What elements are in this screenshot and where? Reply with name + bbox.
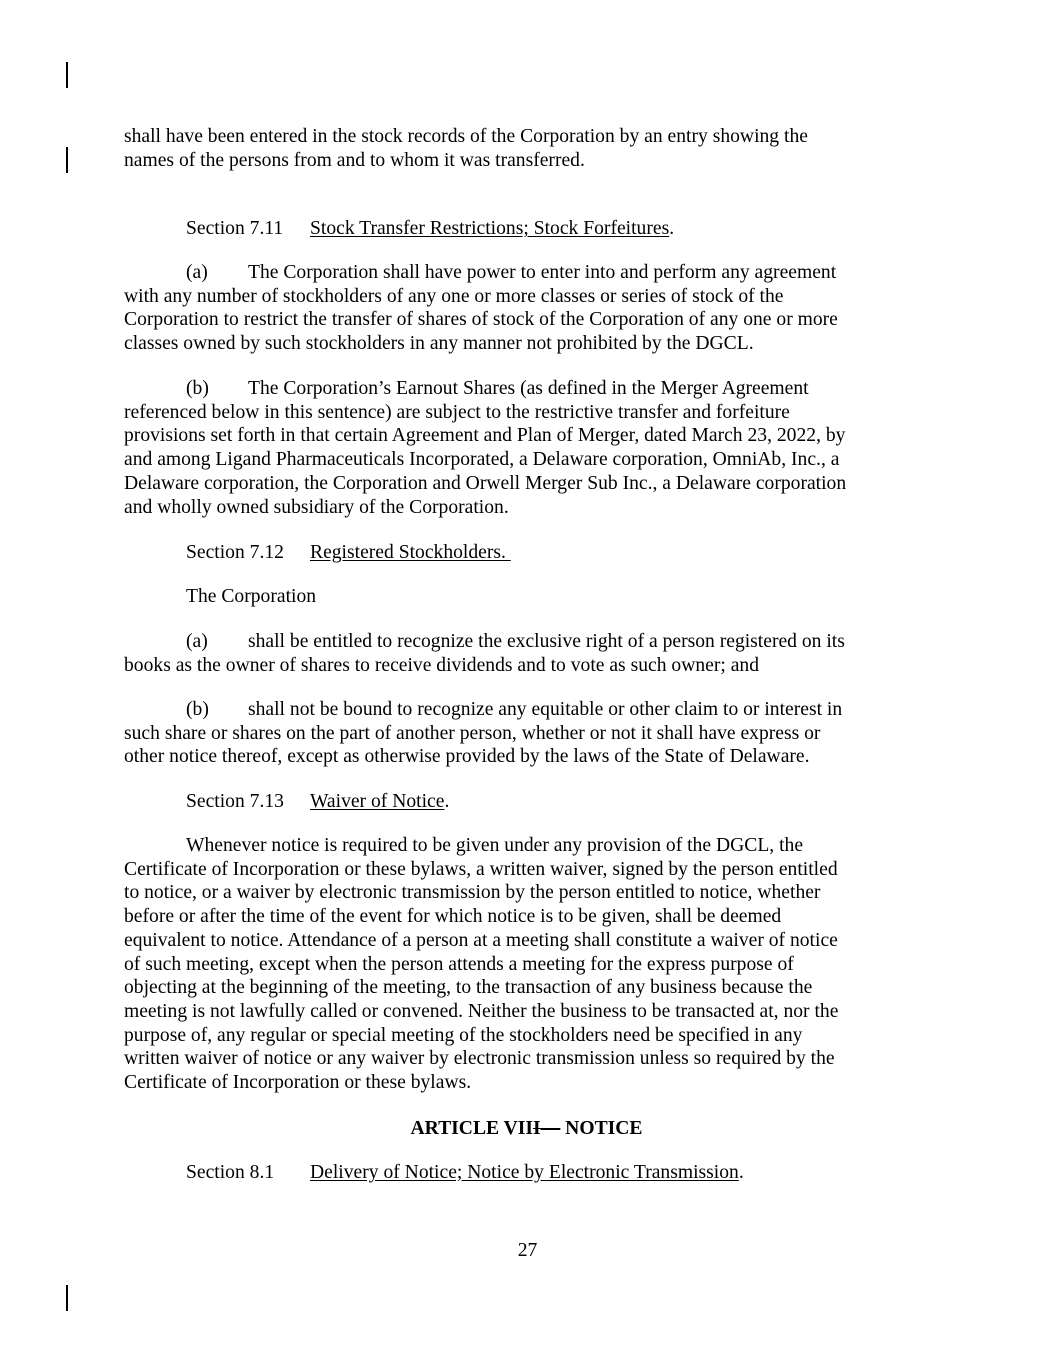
text-line: Certificate of Incorporation or these bylaws, a written waiver, signed by the person entitled (124, 858, 838, 880)
text-line: Corporation to restrict the transfer of shares of stock of the Corporation of any one or more (124, 309, 838, 331)
section-title: Stock Transfer Restrictions; Stock Forfeitures (310, 218, 670, 239)
text-line: shall have been entered in the stock records of the Corporation by an entry showing the (124, 126, 808, 147)
page-number: 27 (517, 1240, 538, 1261)
section-7-12-a: (a) shall be entitled to recognize the exclusive right of a person registered on its books as the owner of shares to receive dividends and to vote as such owner; and (124, 630, 929, 677)
text-line: and wholly owned subsidiary of the Corporation. (124, 496, 509, 518)
text-line: Delaware corporation, the Corporation and Orwell Merger Sub Inc., a Delaware corporation (124, 472, 847, 494)
section-title: Waiver of Notice (310, 791, 445, 812)
section-7-12-lead: The Corporation (186, 586, 317, 607)
section-title: Registered Stockholders. (310, 542, 511, 563)
text-line: objecting at the beginning of the meeting, to the transaction of any business because the (124, 977, 813, 999)
text-line: classes owned by such stockholders in any manner not prohibited by the DGCL. (124, 333, 754, 355)
section-7-12-b: (b) shall not be bound to recognize any equitable or other claim to or interest in such share or shares on the part of another person, whether or not it shall have express or other notice thereof, except as otherwise provided by the laws of the State of Delaware. (124, 698, 929, 769)
text-line: other notice thereof, except as otherwise provided by the laws of the State of Delaware. (124, 746, 810, 768)
change-bar (66, 1285, 68, 1311)
section-7-11-heading: Section 7.11 Stock Transfer Restrictions; Stock Forfeitures. (186, 218, 675, 239)
section-number: Section 7.13 (186, 791, 284, 812)
text-line: names of the persons from and to whom it was transferred. (124, 149, 585, 171)
section-8-1-heading: Section 8.1 Delivery of Notice; Notice by Electronic Transmission. (186, 1162, 744, 1183)
paragraph-label: (b) (186, 699, 209, 720)
text-line: written waiver of notice or any waiver by electronic transmission unless so required by the (124, 1048, 835, 1070)
change-bar (66, 62, 68, 88)
paragraph-label: (a) (186, 631, 208, 652)
section-7-11-a: (a) The Corporation shall have power to enter into and perform any agreement with any number of stockholders of any one or more classes or series of stock of the Corporation to restrict the transfer of shares of stock of the Corporation of any one or more classes owned by such stockholders in any manner not prohibited by the DGCL. (124, 261, 929, 356)
text-line: to notice, or a waiver by electronic transmission by the person entitled to notice, whether (124, 882, 821, 904)
text-line: referenced below in this sentence) are subject to the restrictive transfer and forfeiture (124, 401, 790, 423)
paragraph-label: (b) (186, 378, 209, 399)
section-7-13-body: Whenever notice is required to be given under any provision of the DGCL, the Certificate of Incorporation or these bylaws, a written waiver, signed by the person entitled to notice, or a waiver by electronic transmission by the person entitled to notice, whether before or after the time of the event for which notice is to be given, shall be deemed equivalent to notice. Attendance of a person at a meeting shall constitute a waiver of notice of such meeting, except when the person attends a meeting for the express purpose of objecting at the beginning of the meeting, to the transaction of any business because the meeting is not lawfully called or convened. Neither the business to be transacted at, nor the purpose of, any regular or special meeting of the stockholders need be specified in any written waiver of notice or any waiver by electronic transmission unless so required by the Certificate of Incorporation or these bylaws. (124, 834, 929, 1095)
section-number: Section 8.1 (186, 1162, 275, 1183)
article-8-heading: ARTICLE VIII— NOTICE (410, 1118, 643, 1139)
section-7-13-heading: Section 7.13 Waiver of Notice. (186, 791, 450, 812)
text-line: Certificate of Incorporation or these bylaws. (124, 1072, 472, 1094)
text-line: before or after the time of the event for which notice is to be given, shall be deemed (124, 906, 782, 928)
text-line: provisions set forth in that certain Agreement and Plan of Merger, dated March 23, 2022, by (124, 425, 846, 447)
continuation-paragraph (124, 125, 929, 172)
section-title: Delivery of Notice; Notice by Electronic Transmission (310, 1162, 739, 1183)
text-line: with any number of stockholders of any one or more classes or series of stock of the (124, 285, 784, 307)
text-line: such share or shares on the part of another person, whether or not it shall have express or (124, 722, 821, 744)
text-line: equivalent to notice. Attendance of a person at a meeting shall constitute a waiver of notice (124, 929, 838, 951)
section-7-12-heading (124, 541, 929, 565)
text-line: of such meeting, except when the person attends a meeting for the express purpose of (124, 953, 794, 975)
section-number: Section 7.11 (186, 218, 284, 239)
text-line: meeting is not lawfully called or convened. Neither the business to be transacted at, nor the (124, 1000, 839, 1022)
text-line: books as the owner of shares to receive dividends and to vote as such owner; and (124, 654, 759, 676)
section-number: Section 7.12 (186, 542, 284, 563)
struck-text: I— (533, 1118, 561, 1139)
text-line: and among Ligand Pharmaceuticals Incorporated, a Delaware corporation, OmniAb, Inc., a (124, 449, 840, 471)
paragraph-label: (a) (186, 262, 208, 283)
change-bar (66, 147, 68, 173)
text-line: purpose of, any regular or special meeting of the stockholders need be specified in any (124, 1024, 803, 1046)
section-7-11-b: (b) The Corporation’s Earnout Shares (as defined in the Merger Agreement referenced below in this sentence) are subject to the restrictive transfer and forfeiture provisions set forth in that certain Agreement and Plan of Merger, dated March 23, 2022, by and among Ligand Pharmaceuticals Incorporated, a Delaware corporation, OmniAb, Inc., a Delaware corporation, the Corporation and Orwell Merger Sub Inc., a Delaware corporation and wholly owned subsidiary of the Corporation. (124, 377, 929, 519)
